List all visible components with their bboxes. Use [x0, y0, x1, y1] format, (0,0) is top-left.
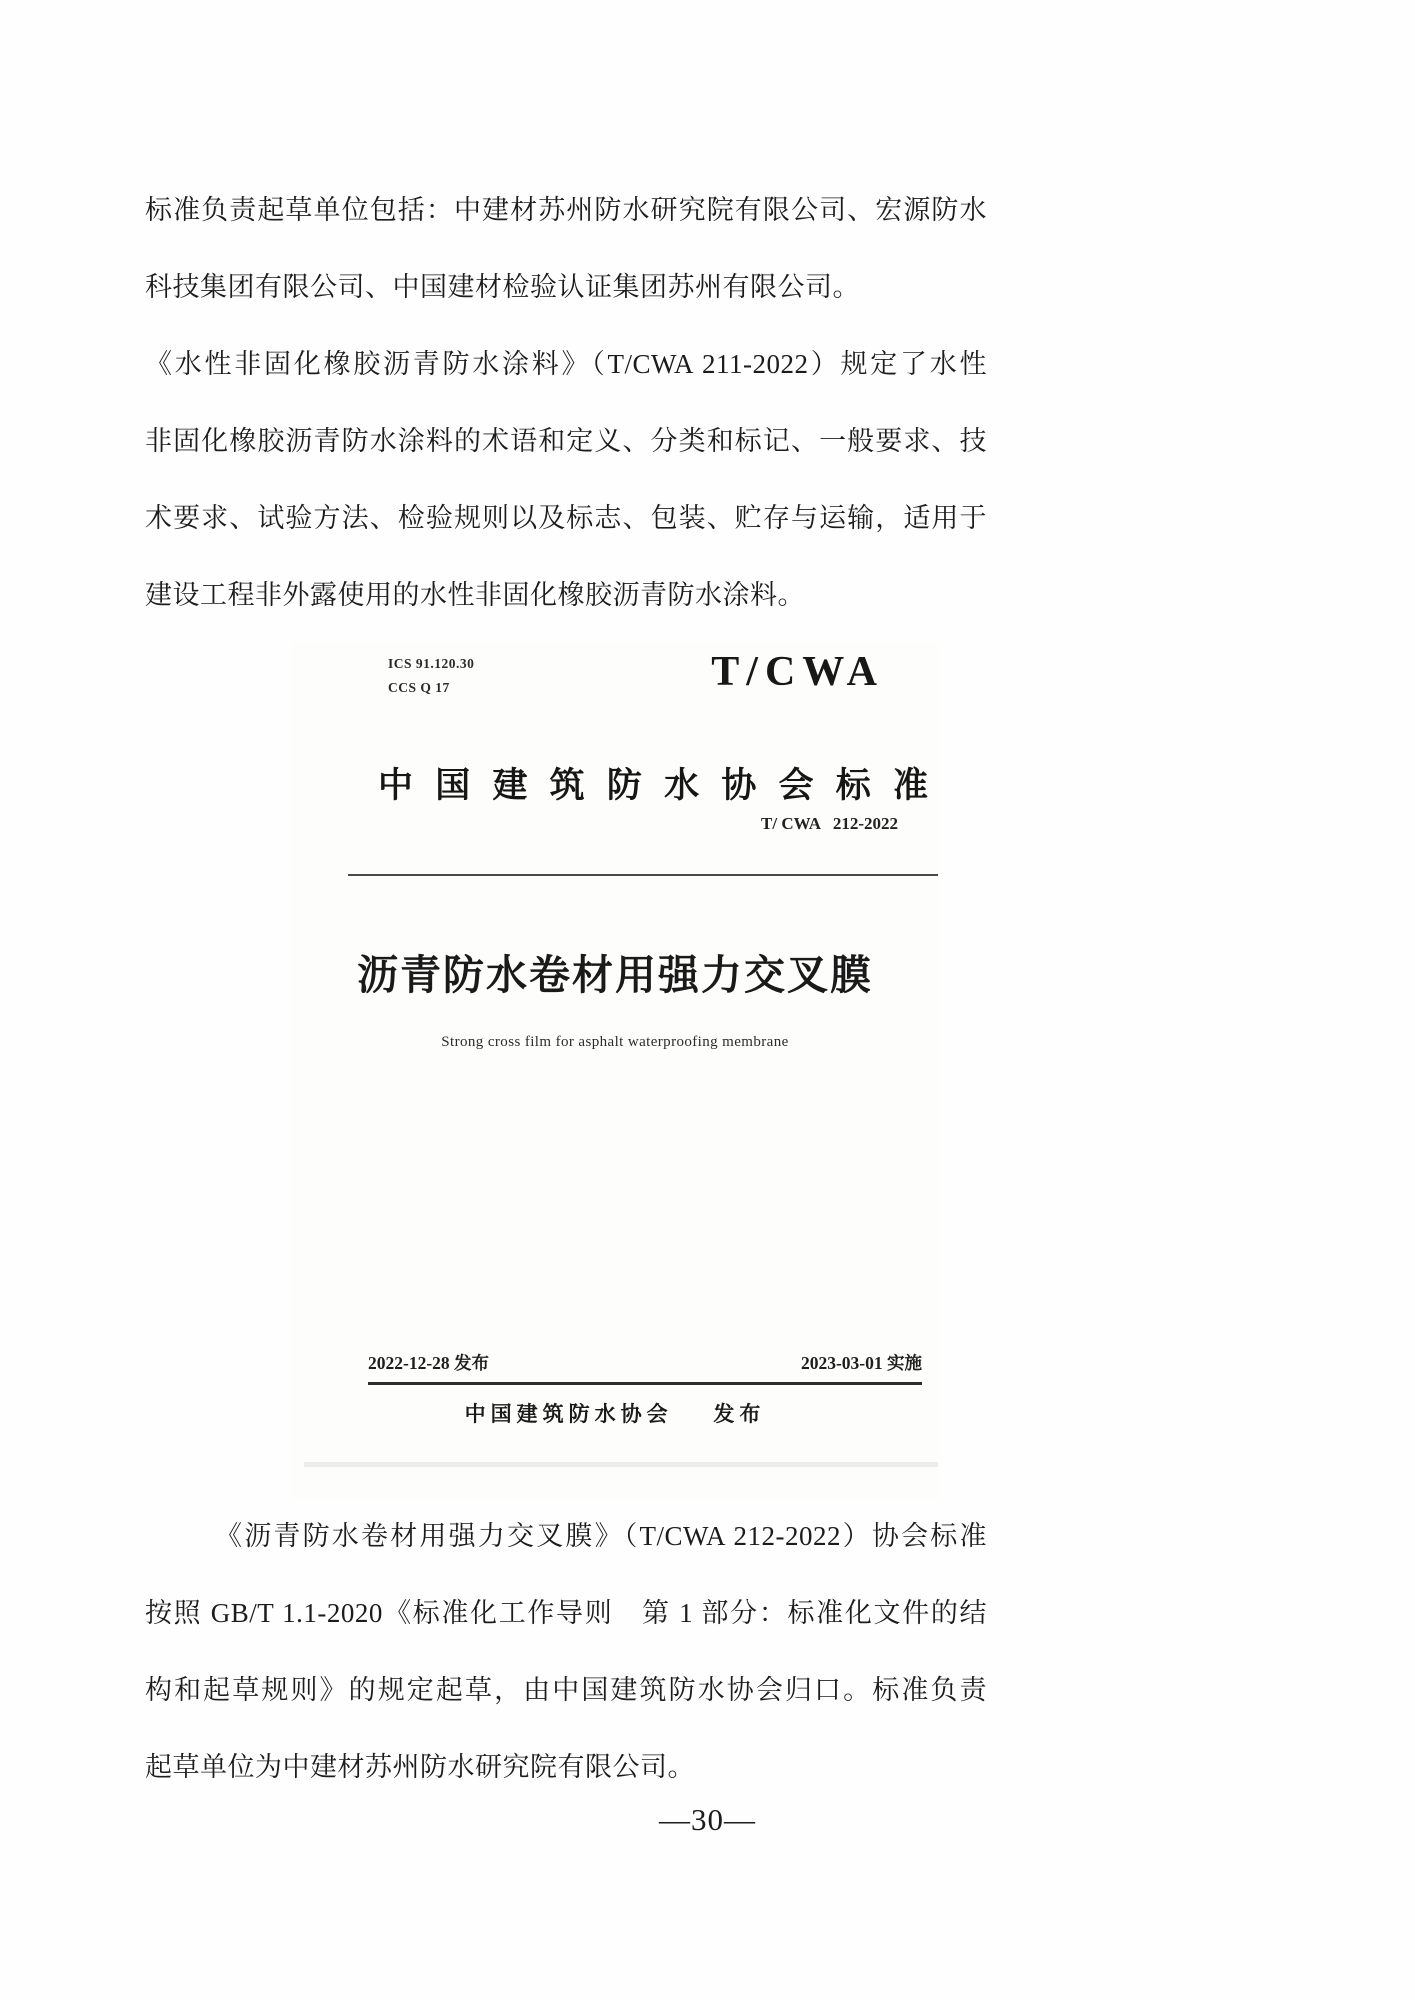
ics-ccs-codes [388, 652, 474, 700]
paragraph-line: 科技集团有限公司、中国建材检验认证集团苏州有限公司。 [145, 272, 860, 302]
paragraph-line: 术要求、试验方法、检验规则以及标志、包装、贮存与运输，适用于 [145, 503, 987, 533]
ccs-code: CCS Q 17 [388, 680, 450, 695]
faint-rule [304, 1462, 938, 1467]
ics-code: ICS 91.120.30 [388, 656, 475, 671]
paragraph-line: 《水性非固化橡胶沥青防水涂料》（T/CWA 211-2022）规定了水性 [145, 349, 987, 379]
society-mark: T/CWA [711, 649, 884, 695]
publisher-row [292, 1398, 938, 1428]
paragraph-line: 非固化橡胶沥青防水涂料的术语和定义、分类和标记、一般要求、技 [145, 426, 987, 456]
standard-title-en: Strong cross film for asphalt waterproofing membrane [441, 1034, 789, 1050]
publish-label: 发布 [713, 1403, 766, 1426]
page-number: —30— [659, 1802, 756, 1837]
cover-heading: 中国建筑防水协会标准 [378, 766, 928, 805]
paragraph-line: 按照 GB/T 1.1-2020《标准化工作导则 第 1 部分：标准化文件的结 [145, 1598, 987, 1628]
paragraph-line: 标准负责起草单位包括：中建材苏州防水研究院有限公司、宏源防水 [145, 195, 987, 225]
standard-title-zh: 沥青防水卷材用强力交叉膜 [357, 952, 873, 998]
standard-number: T/ CWA 212-2022 [761, 814, 898, 833]
paragraph-line: 《沥青防水卷材用强力交叉膜》（T/CWA 212-2022）协会标准 [215, 1521, 987, 1551]
implementation-date: 2023-03-01 实施 [800, 1353, 922, 1373]
horizontal-rule [348, 874, 938, 876]
horizontal-rule [368, 1382, 922, 1385]
standard-cover-image [292, 642, 938, 1498]
top-paragraphs [145, 172, 987, 634]
issue-date: 2022-12-28 发布 [368, 1353, 490, 1373]
paragraph-line: 构和起草规则》的规定起草，由中国建筑防水协会归口。标准负责 [145, 1675, 987, 1705]
paragraph-line: 建设工程非外露使用的水性非固化橡胶沥青防水涂料。 [145, 580, 805, 610]
publisher-name: 中国建筑防水协会 [464, 1403, 673, 1426]
paragraph-line: 起草单位为中建材苏州防水研究院有限公司。 [145, 1752, 695, 1782]
dates-row [368, 1350, 922, 1375]
bottom-paragraphs [145, 1498, 987, 1806]
